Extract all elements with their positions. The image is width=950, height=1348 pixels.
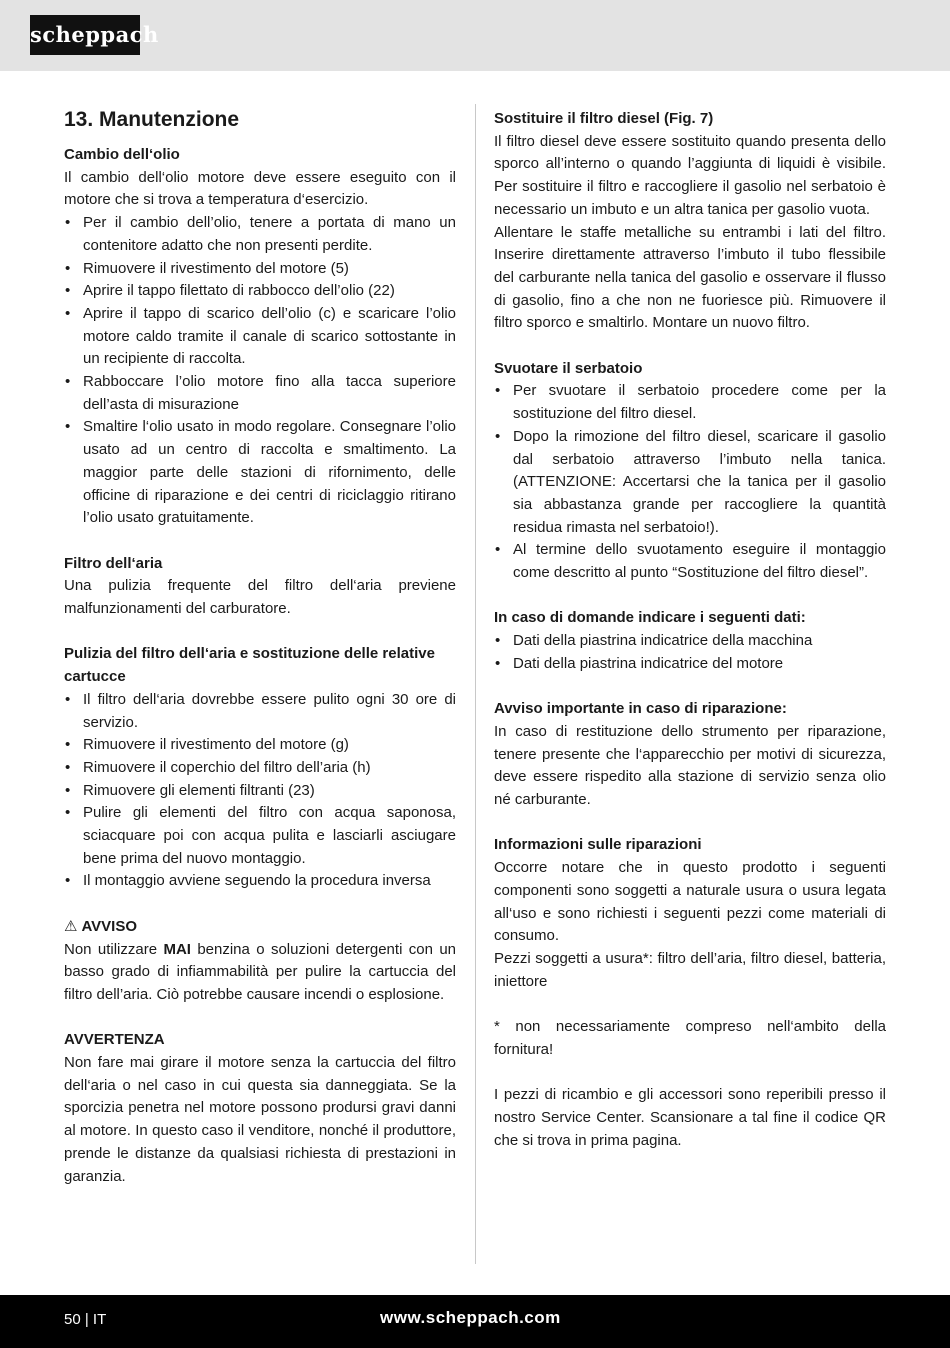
diesel-filter-title: Sostituire il filtro diesel (Fig. 7)	[494, 110, 714, 127]
list-item: • Aprire il tappo filettato di rabbocco dell’olio (22)	[64, 280, 456, 303]
list-item: • Rimuovere il rivestimento del motore (5)	[64, 258, 456, 281]
left-column	[64, 108, 456, 1188]
oil-change-intro: Il cambio dell‘olio motore deve essere eseguito con il motore che si trova a temperatura d‘esercizio.	[64, 168, 456, 209]
list-item: • Rimuovere il rivestimento del motore (g)	[64, 734, 456, 757]
list-item: • Smaltire l‘olio usato in modo regolare. Consegnare l’olio usato ad un centro di raccolta e smaltimento. La maggior parte delle stazioni di rifornimento, delle officine di riparazione e dei centri di riciclaggio ritirano l’olio usato gratuitamente.	[64, 416, 456, 530]
notice-title	[64, 916, 456, 939]
warning-triangle-icon: ⚠	[64, 917, 78, 935]
list-item: • Per il cambio dell’olio, tenere a portata di mano un contenitore adatto che non presenti perdite.	[64, 212, 456, 257]
list-item: • Aprire il tappo di scarico dell’olio (c) e scaricare l’olio motore caldo tramite il canale di scarico sottostante in un recipiente di raccolta.	[64, 303, 456, 371]
repair-notice-text: In caso di restituzione dello strumento per riparazione, tenere presente che l‘apparecchio per motivi di sicurezza, deve essere rispedito alla stazione di servizio senza olio né carburante.	[494, 722, 886, 809]
repair-info-text-1: Occorre notare che in questo prodotto i seguenti componenti sono soggetti a naturale usura o usura legata all‘uso e sono richiesti i seguenti pezzi come materiali di consumo.	[494, 859, 886, 945]
notice-text: Non utilizzare MAI benzina o soluzioni detergenti con un basso grado di infiammabilità per pulire la cartuccia del filtro dell’aria. Ciò potrebbe causare incendi o esplosione.	[64, 940, 457, 1003]
notice-emphasis: MAI	[163, 940, 191, 958]
repair-info-text-2: Pezzi soggetti a usura*: filtro dell’aria, filtro diesel, batteria, iniettore	[494, 949, 886, 990]
right-column	[494, 108, 886, 1152]
website-link[interactable]: www.scheppach.com	[380, 1308, 561, 1327]
list-item: • Dati della piastrina indicatrice del motore	[494, 653, 886, 676]
list-item: • Il filtro dell‘aria dovrebbe essere pulito ogni 30 ore di servizio.	[64, 689, 456, 734]
warning-text: Non fare mai girare il motore senza la cartuccia del filtro dell‘aria o nel caso in cui questa sia danneggiata. Se la sporcizia penetra nel motore possono prodursi gravi danni al motore. In questo caso il venditore, nonché il produttore, prende le distanze da qualsiasi richiesta di prestazioni in garanzia.	[64, 1054, 456, 1185]
list-item: • Per svuotare il serbatoio procedere come per la sostituzione del filtro diesel.	[494, 380, 886, 425]
footnote-text: * non necessariamente compreso nell‘ambito della fornitura!	[494, 1018, 886, 1058]
scheppach-logo: scheppach	[30, 15, 140, 55]
list-item: • Dati della piastrina indicatrice della macchina	[494, 630, 886, 653]
filter-cleaning-list	[64, 689, 456, 893]
section-heading: 13. Manutenzione	[64, 108, 240, 131]
warning-title: AVVERTENZA	[64, 1031, 165, 1049]
empty-tank-list	[494, 380, 886, 584]
oil-change-list	[64, 212, 456, 530]
list-item: • Rimuovere il coperchio del filtro dell’aria (h)	[64, 757, 456, 780]
repair-notice-title: Avviso importante in caso di riparazione:	[494, 700, 787, 718]
page-number: 50 | IT	[64, 1311, 107, 1328]
diesel-filter-text-2: Allentare le staffe metalliche su entrambi i lati del filtro. Inserire direttamente attraverso l’imbuto il tubo flessibile del carburante nella tanica del gasolio e osservare il flusso di gasolio, fino a che non ne fuoriesce più. Rimuovere il filtro sporco e smaltirlo. Montare un nuovo filtro.	[494, 223, 886, 332]
list-item: • Rimuovere gli elementi filtranti (23)	[64, 780, 456, 803]
oil-change-title: Cambio dell‘olio	[64, 146, 180, 163]
questions-list	[494, 630, 886, 675]
page-header	[0, 0, 950, 71]
air-filter-text: Una pulizia frequente del filtro dell‘aria previene malfunzionamenti del carburatore.	[64, 577, 456, 618]
air-filter-title: Filtro dell‘aria	[64, 554, 163, 572]
empty-tank-title: Svuotare il serbatoio	[494, 359, 643, 377]
diesel-filter-text-1: Il filtro diesel deve essere sostituito quando presenta dello sporco all’interno o quando l’aggiunta di liquidi è visibile. Per sostituire il filtro e raccogliere il gasolio nel serbatoio è necessario un imbuto e un altra tanica per gasolio vuota.	[494, 132, 886, 218]
list-item: • Pulire gli elementi del filtro con acqua saponosa, sciacquare poi con acqua pulita e lasciarli asciugare bene prima del nuovo montaggio.	[64, 802, 456, 870]
filter-cleaning-title: Pulizia del filtro dell‘aria e sostituzione delle relative cartucce	[64, 645, 435, 686]
list-item: • Dopo la rimozione del filtro diesel, scaricare il gasolio dal serbatoio attraverso l’imbuto nella tanica. (ATTENZIONE: Accertarsi che la tanica per il gasolio sia abbastanza grande per raccogliere la quantità residua rimasta nel serbatoio!).	[494, 426, 886, 540]
spare-parts-text: I pezzi di ricambio e gli accessori sono reperibili presso il nostro Service Center. Scansionare a tal fine il codice QR che si trova in prima pagina.	[494, 1086, 886, 1149]
list-item: • Il montaggio avviene seguendo la procedura inversa	[64, 870, 456, 893]
list-item: • Al termine dello svuotamento eseguire il montaggio come descritto al punto “Sostituzione del filtro diesel”.	[494, 539, 886, 584]
list-item: • Rabboccare l’olio motore fino alla tacca superiore dell’asta di misurazione	[64, 371, 456, 416]
page-footer	[0, 1295, 950, 1348]
column-divider	[475, 104, 476, 1264]
repair-info-title: Informazioni sulle riparazioni	[494, 836, 702, 854]
questions-title: In caso di domande indicare i seguenti dati:	[494, 609, 806, 627]
notice-title-text: AVVISO	[81, 917, 138, 935]
